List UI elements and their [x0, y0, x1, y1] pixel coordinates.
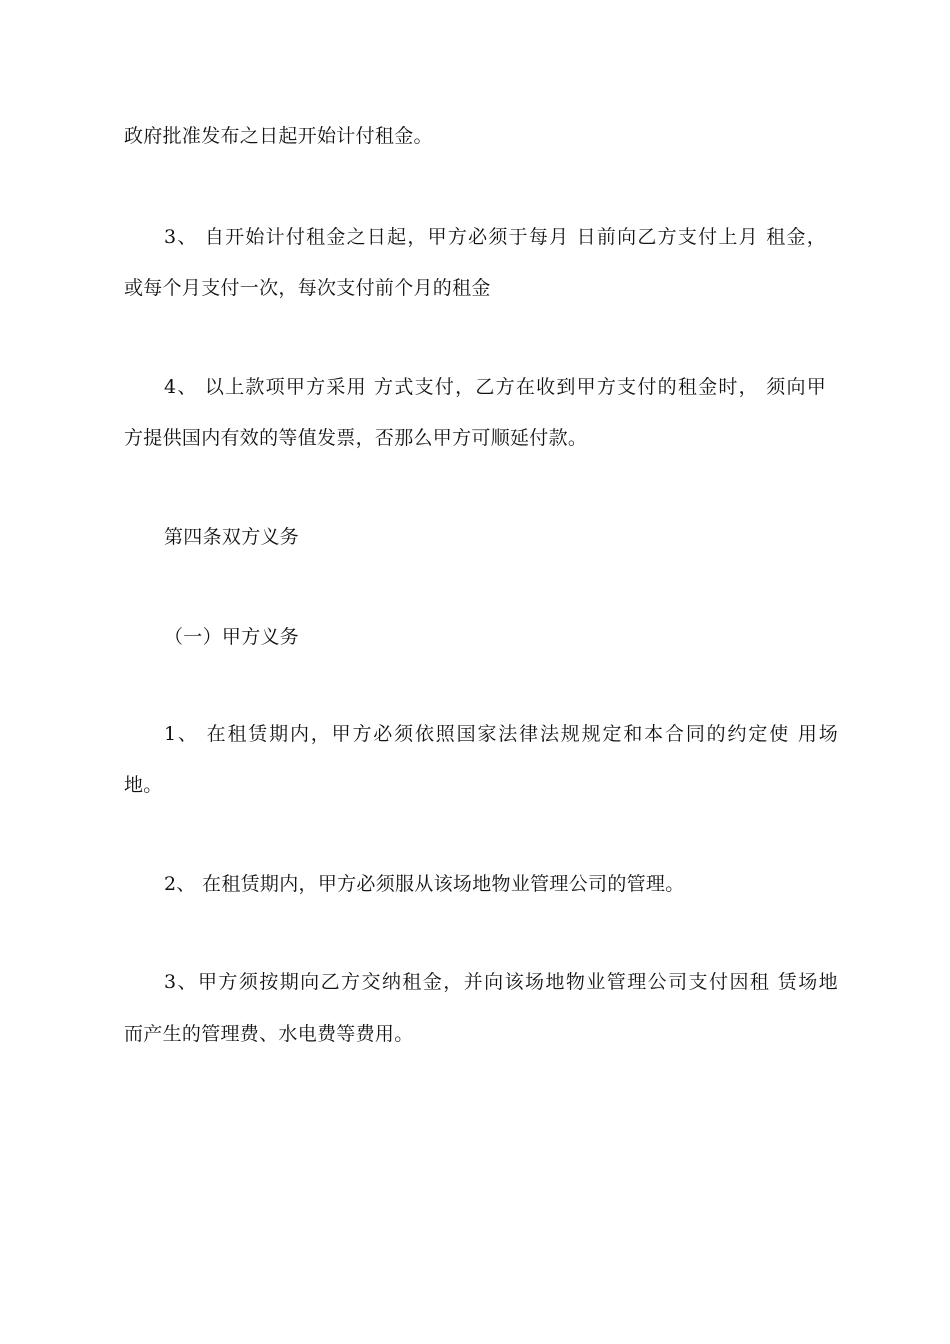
- paragraph-line: 4、 以上款项甲方采用 方式支付，乙方在收到甲方支付的租金时， 须向甲: [164, 376, 826, 398]
- paragraph-line: 而产生的管理费、水电费等费用。: [124, 1023, 414, 1045]
- paragraph-line: 政府批准发布之日起开始计付租金。: [124, 125, 433, 147]
- paragraph-line: 2、 在租赁期内，甲方必须服从该场地物业管理公司的管理。: [164, 873, 685, 895]
- paragraph-line: 或每个月支付一次，每次支付前个月的租金: [124, 277, 491, 299]
- paragraph-line: 1、 在租赁期内，甲方必须依照国家法律法规规定和本合同的约定使 用场: [164, 723, 838, 745]
- section-heading: 第四条双方义务: [164, 526, 300, 548]
- paragraph-line: 3、 自开始计付租金之日起，甲方必须于每月 日前向乙方支付上月 租金，: [164, 226, 826, 248]
- paragraph-line: 方提供国内有效的等值发票，否那么甲方可顺延付款。: [124, 427, 588, 449]
- paragraph-line: 地。: [124, 774, 163, 796]
- paragraph-line: 3、甲方须按期向乙方交纳租金，并向该场地物业管理公司支付因租 赁场地: [164, 971, 838, 993]
- subsection-heading: （一）甲方义务: [164, 626, 300, 648]
